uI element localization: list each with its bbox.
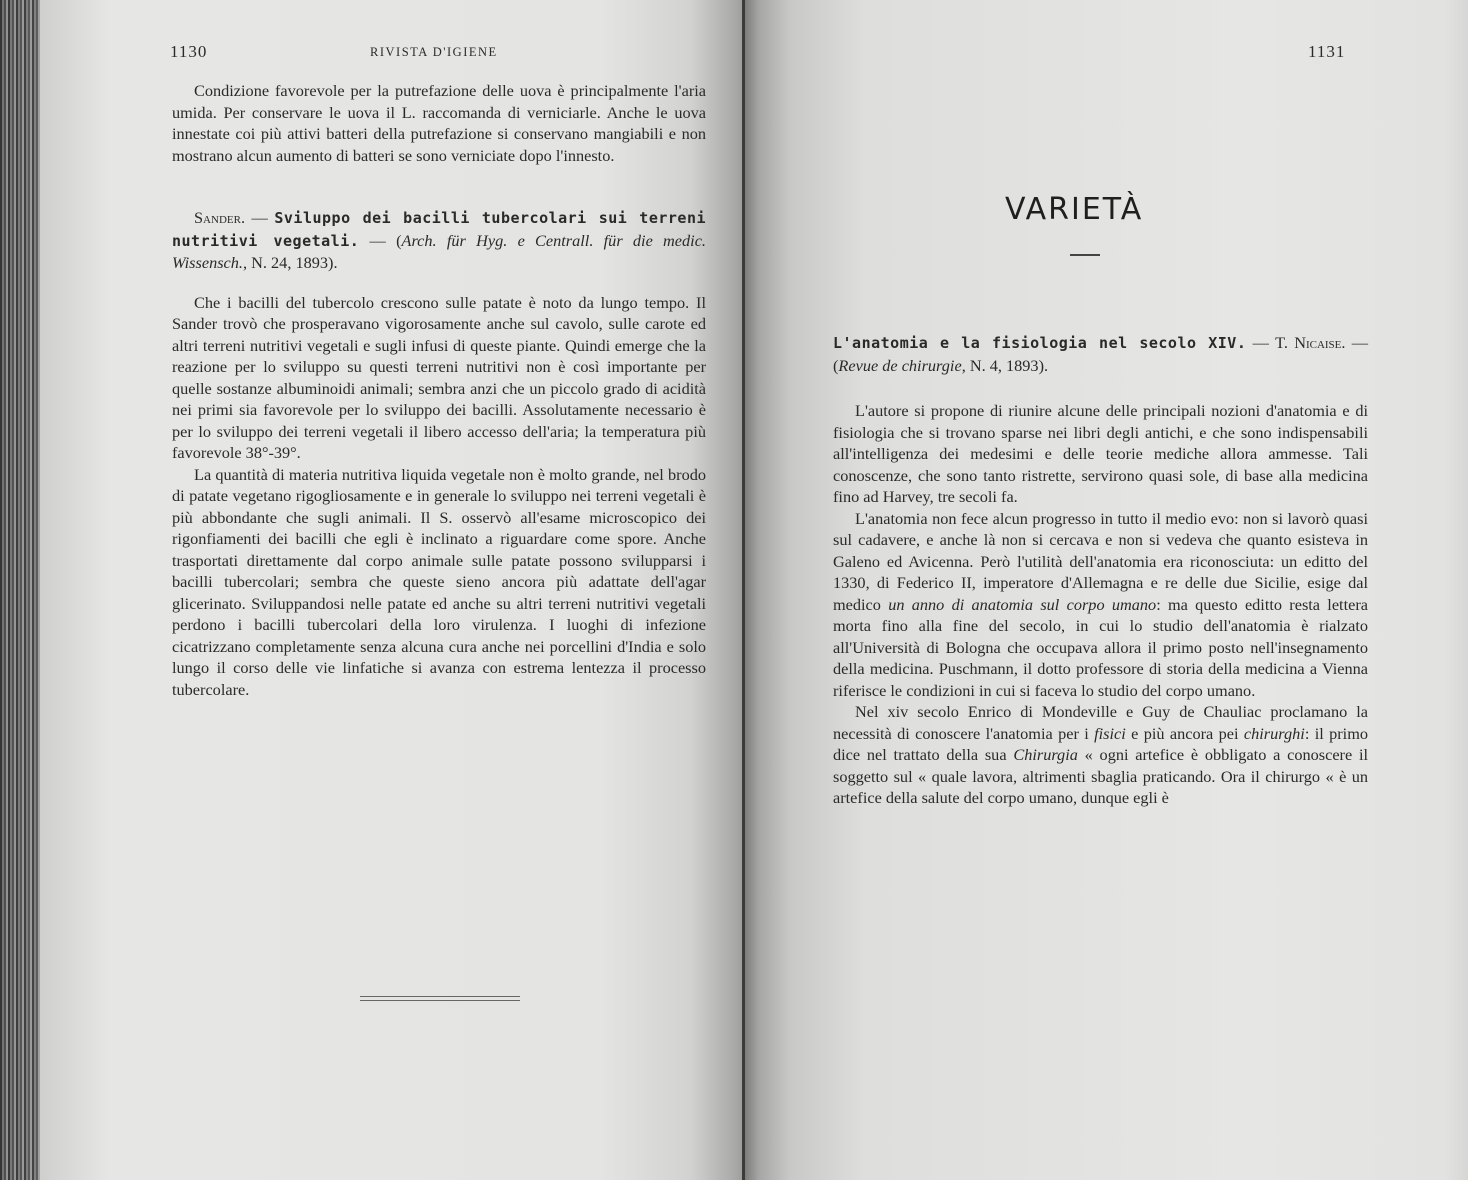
page-number: 1131 — [1308, 42, 1346, 61]
article-heading — [172, 207, 706, 274]
page-edge-stack — [0, 0, 40, 1180]
paragraph: Che i bacilli del tubercolo crescono sulle patate è noto da lungo tempo. Il Sander trovò che prosperavano vigorosamente anche sul cavolo, sulle carote ed altri terreni nutritivi vegetali e sugli infusi di queste piante. Quindi emerge che la reazione per lo sviluppo su questi terreni nutritivi non è così importante per quelle sostanze albuminoidi animali; sembra anzi che un piccolo grado di acidità nei primi sia favorevole per lo sviluppo dei bacilli. Assolutamente necessario è per lo sviluppo dei terreni vegetali il libero accesso dell'aria; la temperatura più favorevole 38°-39°. — [172, 292, 706, 462]
text-run-italic: Chirurgia — [1013, 745, 1078, 764]
paragraph — [833, 701, 1368, 809]
page-number: 1130 — [170, 42, 208, 61]
article-author: Sander. — [194, 208, 246, 227]
paragraph: La quantità di materia nutritiva liquida vegetale non è molto grande, nel brodo di patate vegetano rigogliosamente e in generale lo sviluppo nei terreni vegetali è più abbondante che sugli animali. Il S. osservò all'esame microscopico dei rigonfiamenti dei bacilli che egli è inclinato a riguardare come spore. Anche trasportati direttamente dal corpo animale sulle patate possono svilupparsi i bacilli tubercolari; sembra che queste sieno ancora più adattate dell'agar glicerinato. Sviluppandosi nelle patate ed anche su altri terreni nutritivi vegetali perdono i bacilli tubercolari della loro virulenza. I luoghi di infezione cicatrizzano completamente senza alcuna cura anche nei porcellini d'India e solo lungo il corso delle vie linfatiche si avanza con estrema lentezza il processo tubercolare. — [172, 464, 706, 699]
article-title: L'anatomia e la fisiologia nel secolo XIV. — [833, 334, 1247, 352]
right-page — [745, 0, 1468, 1180]
article-source: Arch. für Hyg. e Centrall. für die medic. Wissensch. — [172, 230, 706, 272]
running-title: RIVISTA D'IGIENE — [370, 45, 498, 59]
dash: — — [245, 208, 275, 227]
closing-rule — [360, 996, 520, 997]
text-run: Nel xiv secolo Enrico di Mondeville e Guy de Chauliac proclamano la necessità di conoscere l'anatomia per i — [833, 702, 1368, 743]
text-run: : il primo dice nel trattato della sua — [833, 723, 1368, 764]
right-text-block — [833, 332, 1368, 809]
article-source: Revue de chirurgie — [838, 355, 962, 375]
text-run-italic: fisici — [1094, 723, 1126, 743]
text-run-italic: chirurghi — [1243, 723, 1305, 743]
paragraph: Condizione favorevole per la putrefazione delle uova è principalmente l'aria umida. Per conservare le uova il L. raccomanda di verniciarle. Anche le uova innestate coi più attivi batteri della putrefazione si conservano mangiabili e non mostrano alcun aumento di batteri se sono verniciate dopo l'innesto. — [172, 81, 706, 165]
text-run: L'anatomia non fece alcun progresso in tutto il medio evo: non si lavorò quasi sul cadavere, e anche là non si cercava e non si vedeva che quanto esisteva in Galeno ed Avicenna. Però l'utilità dell'anatomia era riconosciuta: un editto del 1330, di Federico II, imperatore d'Allemagna e re delle due Sicilie, esige dal medico — [833, 508, 1368, 614]
left-text-block — [172, 80, 706, 700]
article-heading — [833, 332, 1368, 376]
section-rule — [1070, 254, 1100, 256]
article-ref: , N. 4, 1893). — [961, 355, 1049, 375]
text-run-italic: un anno di anatomia sul corpo umano — [888, 594, 1157, 614]
text-run: e più ancora pei — [1125, 723, 1244, 743]
section-title: VARIETÀ — [1005, 192, 1144, 227]
closing-rule — [360, 1000, 520, 1001]
text-run: « ogni artefice è obbligato a conoscere il soggetto sul « quale lavora, altrimenti sbaglia praticando. Ora il chirurgo « è un artefice della salute del corpo umano, dunque egli è — [833, 745, 1369, 807]
article-author: T. Nicaise. — [1275, 333, 1346, 352]
text-run: : ma questo editto resta lettera morta fino alla fine del secolo, in cui lo studio dell'anatomia è rialzato all'Università di Bologna che occupava allora il primo posto nell'insegnamento della medicina. Puschmann, il dotto professore di storia della medicina a Vienna riferisce le condizioni in cui si faceva lo studio del corpo umano. — [833, 594, 1368, 700]
article-ref: , N. 24, 1893). — [243, 253, 338, 272]
paragraph: L'autore si propone di riunire alcune delle principali nozioni d'anatomia e di fisiologia che si trovano sparse nei libri degli antichi, e che sono indispensabili all'intelligenza dei medesimi e delle teorie mediche allora ammesse. Tali conoscenze, che sono tanto ristrette, servirono quasi sole, di base alla medicina fino ad Harvey, tre secoli fa. — [833, 401, 1368, 506]
paragraph — [833, 508, 1368, 702]
left-page-header — [170, 42, 498, 62]
dash: — — [1246, 333, 1276, 352]
dash: — ( — [359, 230, 402, 250]
right-page-header — [1308, 42, 1345, 62]
article-title: Sviluppo dei bacilli tubercolari sui terreni nutritivi vegetali. — [172, 209, 707, 250]
dash: — ( — [833, 333, 1368, 375]
